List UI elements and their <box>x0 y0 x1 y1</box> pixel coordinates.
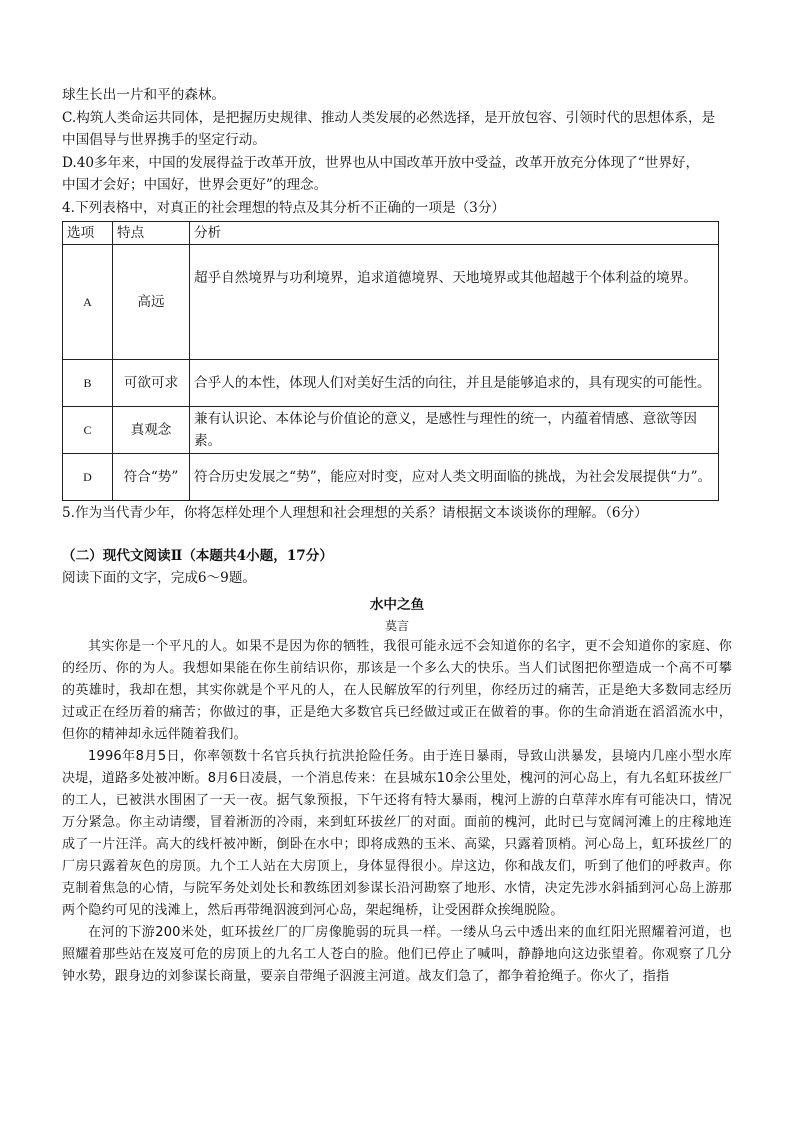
row-feature: 符合“势” <box>113 454 190 501</box>
option-c-line-2: 中国倡导与世界携手的坚定行动。 <box>62 132 266 148</box>
table-row <box>63 245 719 360</box>
text-line: 球生长出一片和平的森林。 <box>62 87 226 103</box>
row-feature: 可欲可求 <box>113 360 190 407</box>
article-paragraph: 在河的下游200米处，虹环拔丝厂的厂房像脆弱的玩具一样。一缕从乌云中透出来的血红阳光照耀着河道，也照耀着那些站在岌岌可危的房顶上的九名工人苍白的脸。他们已停止了喊叫，静静地向这边张望着。你观察了几分钟水势，跟身边的刘参谋长商量，要亲自带绳子泅渡主河道。战友们急了，都争着抢绳子。你火了，指指 <box>62 924 732 984</box>
question-5: 5.作为当代青少年，你将怎样处理个人理想和社会理想的关系？请根据文本谈谈你的理解。（6分） <box>62 505 648 521</box>
option-d-line-2: 中国才会好；中国好，世界会更好”的理念。 <box>62 177 328 193</box>
table-header-row <box>63 222 719 245</box>
row-option: B <box>63 360 113 407</box>
options-table <box>62 221 719 501</box>
table-row <box>63 407 719 454</box>
article-title: 水中之鱼 <box>369 596 425 613</box>
row-option: D <box>63 454 113 501</box>
row-analysis: 超乎自然境界与功利境界，追求道德境界、天地境界或其他超越于个体利益的境界。 <box>190 245 719 360</box>
row-feature: 真观念 <box>113 407 190 454</box>
option-d-line-1: D.40多年来，中国的发展得益于改革开放，世界也从中国改革开放中受益，改革开放充分体现了“世界好， <box>62 154 700 171</box>
table-row <box>63 360 719 407</box>
header-feature: 特点 <box>113 222 190 245</box>
question-4: 4.下列表格中，对真正的社会理想的特点及其分析不正确的一项是（3分） <box>62 199 506 216</box>
row-feature: 高远 <box>113 245 190 360</box>
row-analysis: 合乎人的本性，体现人们对美好生活的向往，并且是能够追求的，具有现实的可能性。 <box>190 360 719 407</box>
row-analysis: 兼有认识论、本体论与价值论的意义，是感性与理性的统一，内蕴着情感、意欲等因素。 <box>190 407 719 454</box>
reading-instruction: 阅读下面的文字，完成6～9题。 <box>62 570 257 586</box>
row-option: A <box>63 245 113 360</box>
option-c-line-1: C.构筑人类命运共同体，是把握历史规律、推动人类发展的必然选择，是开放包容、引领时代的思想体系，是 <box>62 109 716 126</box>
exam-page <box>62 84 732 988</box>
section-heading: （二）现代文阅读Ⅱ（本题共4小题，17分） <box>62 547 333 564</box>
article-author: 莫言 <box>384 618 409 633</box>
article-paragraph: 1996年8月5日，你率领数十名官兵执行抗洪抢险任务。由于连日暴雨，导致山洪暴发，县境内几座小型水库决堤，道路多处被冲断。8月6日凌晨，一个消息传来：在县城东10余公里处，槐河的河心岛上，有九名虹环拔丝厂的工人，已被洪水围困了一天一夜。据气象预报，下午还将有特大暴雨，槐河上游的白草萍水库有可能决口，情况万分紧急。你主动请缨，冒着淅沥的冷雨，来到虹环拔丝厂的对面。面前的槐河，此时已与宽阔河滩上的庄稼地连成了一片汪洋。高大的线杆被冲断，倒卧在水中；即将成熟的玉米、高粱，只露着顶梢。河心岛上，虹环拔丝厂的厂房只露着灰色的房顶。九个工人站在大房顶上，身体显得很小。岸这边，你和战友们，听到了他们的呼救声。你克制着焦急的心情，与院军务处刘处长和教练团刘参谋长沿河勘察了地形、水情，决定先涉水斜插到河心岛上游那两个隐约可见的浅滩上，然后再带绳泅渡到河心岛，架起绳桥，让受困群众挨绳脱险。 <box>62 748 732 918</box>
header-analysis: 分析 <box>190 222 719 245</box>
row-analysis: 符合历史发展之“势”，能应对时变，应对人类文明面临的挑战，为社会发展提供“力”。 <box>190 454 719 501</box>
header-option: 选项 <box>63 222 113 245</box>
row-option: C <box>63 407 113 454</box>
article-paragraph: 其实你是一个平凡的人。如果不是因为你的牺牲，我很可能永远不会知道你的名字，更不会知道你的家庭、你的经历、你的为人。我想如果能在你生前结识你，那该是一个多么大的快乐。当人们试图把你塑造成一个高不可攀的英雄时，我却在想，其实你就是个平凡的人，在人民解放军的行列里，你经历过的痛苦，正是绝大多数同志经历过或正在经历着的痛苦；你做过的事，正是绝大多数官兵已经做过或正在做着的事。你的生命消逝在滔滔流水中，但你的精神却永远伴随着我们。 <box>62 638 732 742</box>
table-row <box>63 454 719 501</box>
